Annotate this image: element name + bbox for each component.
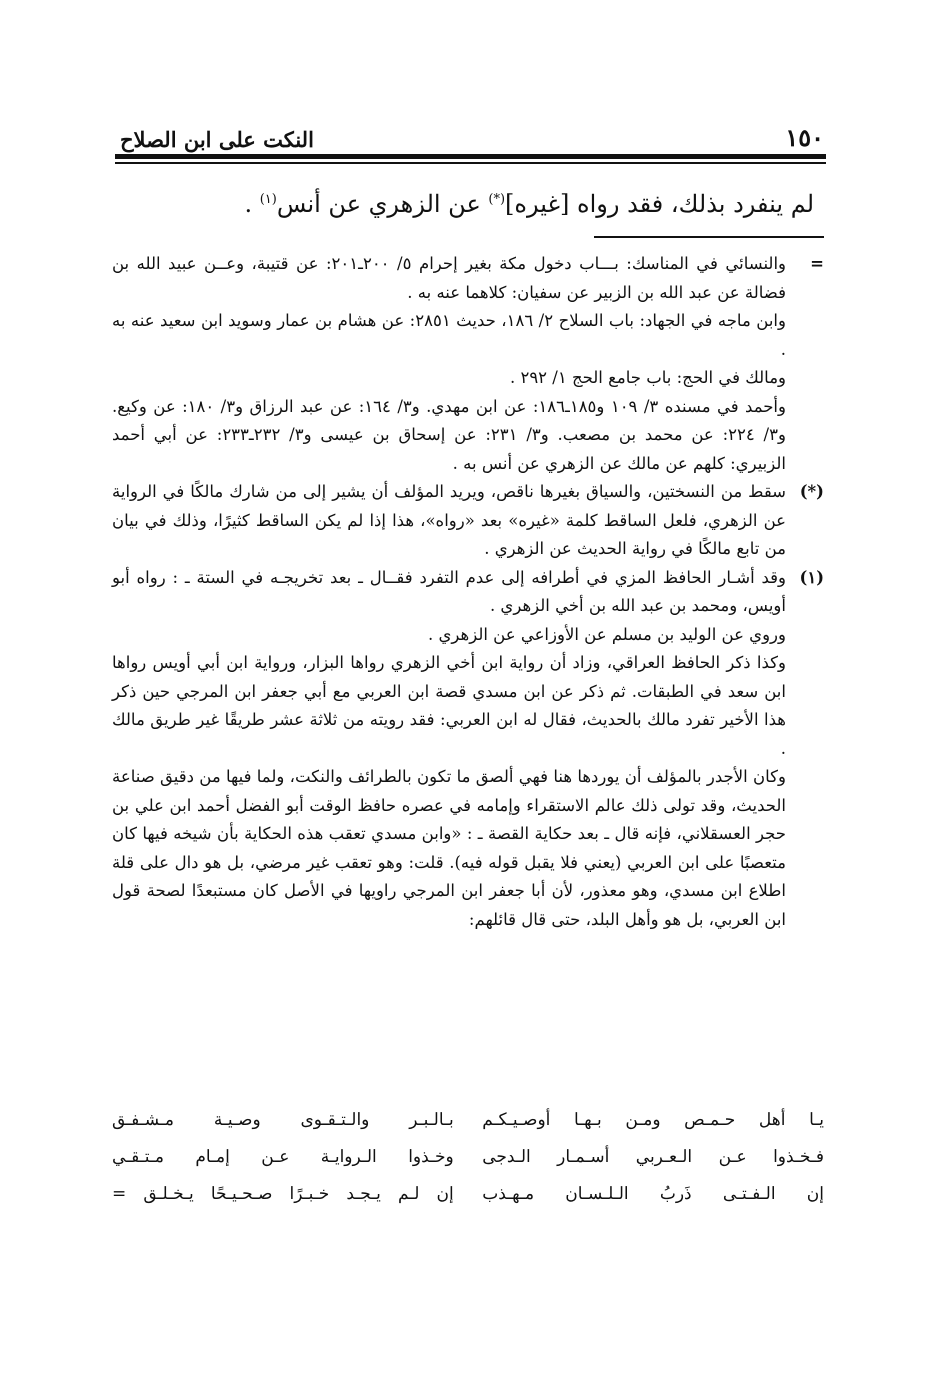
poem [112, 1102, 824, 1213]
poem-verse [112, 1139, 824, 1176]
poem-second-hemistich: إن لـم يـجـد خـبـرًا صـحـيـحًا يـخـلـق = [112, 1184, 454, 1204]
main-text-part: عن الزهري عن أنس [276, 190, 489, 218]
running-title: النكت على ابن الصلاح [120, 127, 314, 152]
footnote-continued [112, 250, 824, 478]
footnotes [112, 250, 824, 934]
poem-second-hemistich: بـالـبـر والـتـقـوى وصـيـة مـشـفـق [112, 1110, 454, 1130]
footnote-paragraph: وقد أشـار الحافظ المزي في أطرافه إلى عدم التفرد فقــال ـ بعد تخريجـه في الستة ـ : رواه أبو أويس، ومحمد بن عبد الله بن أخي الزهري . [112, 567, 786, 615]
footnote-paragraph: وابن ماجه في الجهاد: باب السلاح ٢/ ١٨٦، حديث ٢٨٥١: عن هشام بن عمار وسويد ابن سعيد عنه به . [112, 311, 786, 359]
poem-verse [112, 1176, 824, 1213]
footnote-paragraph: والنسائي في المناسك: بـــاب دخول مكة بغير إحرام ٥/ ٢٠٠ـ٢٠١: عن قتيبة، وعــن عبيد الله بن فضالة عن عبد الله بن الزبير عن سفيان: كلاهما عنه به . [112, 254, 787, 302]
footnote-paragraph: سقط من النسختين، والسياق بغيرها ناقص، ويريد المؤلف أن يشير إلى من شارك مالكًا في الرواية عن الزهري، فلعل الساقط كلمة «غيره» بعد «رواه»، هذا إذا لم يكن الساقط كثيرًا، وذلك في بيان من تابع مالكًا في رواية الحديث عن الزهري . [112, 482, 786, 558]
footnote-marker-1: (١) [259, 192, 277, 207]
footnote-paragraph: وأحمد في مسنده ٣/ ١٠٩ و١٨٥ـ١٨٦: عن ابن مهدي. و٣/ ١٦٤: عن عبد الرزاق و٣/ ١٨٠: عن وكيع. و٣/ ٢٢٤: عن محمد بن مصعب. و٣/ ٢٣١: عن إسحاق بن عيسى و٣/ ٢٣٢ـ٢٣٣: عن أبي أحمد الزبيري: كلهم عن مالك عن الزهري عن أنس به . [112, 396, 786, 473]
footnote-mark: (١) [799, 567, 824, 587]
footnote-separator [594, 236, 824, 238]
poem-first-hemistich: إن الـفـتـى ذَربُ الـلـسـان مـهـذب [482, 1184, 824, 1204]
poem-second-hemistich: وخـذوا الـروايـة عـن إمـام مـتـقـي [112, 1147, 454, 1167]
main-text-part: لم ينفرد بذلك، فقد رواه [غيره] [505, 190, 814, 218]
footnote-paragraph: وروي عن الوليد بن مسلم عن الأوزاعي عن الزهري . [428, 624, 786, 644]
page-number: ١٥٠ [785, 123, 824, 152]
footnote-paragraph: وكان الأجدر بالمؤلف أن يوردها هنا فهي ألصق ما تكون بالطرائف والنكت، ولما فيها من دقيق صناعة الحديث، وقد تولى ذلك عالم الاستقراء وإمامه في عصره حافظ الوقت أبو الفضل أحمد ابن علي بن حجر العسقلاني، فإنه قال ـ بعد حكاية القصة ـ : «وابن مسدي تعقب هذه الحكاية بأن شيخه فيها كان متعصبًا على ابن العربي (يعني فلا يقبل قوله فيه). قلت: وهو تعقب غير مرضي، بل هو دال على قلة اطلاع ابن مسدي، وهو معذور، لأن أبا جعفر ابن المرجي راويها في الأصل كان مستبعدًا لصحة قول ابن العربي، بل هو وأهل البلد، حتى قال قائلهم: [112, 767, 786, 929]
footnote-paragraph: وكذا ذكر الحافظ العراقي، وزاد أن رواية ابن أخي الزهري رواها البزار، ورواية ابن أبي أويس رواها ابن سعد في الطبقات. ثم ذكر عن ابن مسدي قصة ابن العربي مع أبي جعفر ابن المرجي حين ذكر هذا الأخير تفرد مالك بالحديث، فقال له ابن العربي: فقد رويته من ثلاثة عشر طريقًا غير طريق مالك . [112, 653, 786, 758]
footnote-mark: (*) [799, 482, 824, 501]
header-rule-thin [115, 162, 826, 164]
poem-first-hemistich: يـا أهل حـمـص ومـن بـهـا أوصـيـكـم [482, 1110, 824, 1130]
header-rule-thick [115, 154, 826, 159]
main-text-part: . [244, 190, 260, 218]
footnote-1 [112, 564, 824, 935]
footnote-mark: = [810, 254, 824, 273]
main-text [120, 180, 814, 224]
footnote-paragraph: ومالك في الحج: باب جامع الحج ١/ ٢٩٢ . [509, 368, 786, 387]
poem-verse [112, 1102, 824, 1139]
footnote-star [112, 478, 824, 564]
page-header [120, 112, 824, 152]
poem-first-hemistich: فـخـذوا عـن الـعـربي أسـمـار الـدجى [482, 1147, 824, 1167]
footnote-marker-star: (*) [488, 192, 506, 207]
